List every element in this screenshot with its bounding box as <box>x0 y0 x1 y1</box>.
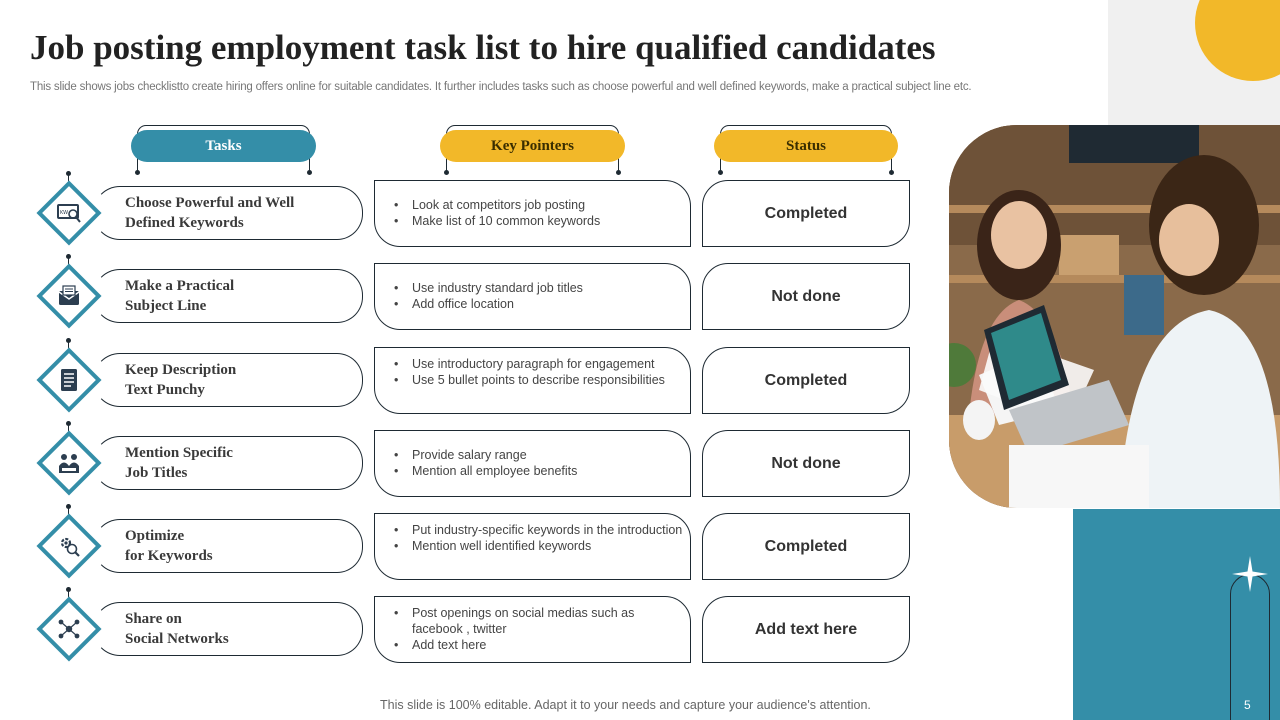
svg-text:KW: KW <box>60 210 69 216</box>
keyword-search-icon <box>54 198 84 228</box>
key-pointer: • Use 5 bullet points to describe responsibilities <box>394 372 684 388</box>
task-row <box>0 185 920 255</box>
header-status-label: Status <box>714 130 898 162</box>
task-row <box>0 518 920 588</box>
key-pointer: • Post openings on social medias such as facebook , twitter <box>394 605 684 637</box>
key-pointer: • Use introductory paragraph for engagement <box>394 356 684 372</box>
task-label: Share on Social Networks <box>125 611 229 647</box>
task-row <box>0 352 920 422</box>
key-pointer: • Mention well identified keywords <box>394 538 684 554</box>
key-pointers-list <box>394 197 684 229</box>
header-key-pointers <box>440 125 625 173</box>
key-pointer: • Put industry-specific keywords in the introduction <box>394 522 684 538</box>
status-box: Completed <box>702 180 910 247</box>
status-box: Completed <box>702 347 910 414</box>
task-row <box>0 435 920 505</box>
office-photo <box>949 125 1280 508</box>
header-dot <box>307 170 312 175</box>
status-box: Add text here <box>702 596 910 663</box>
office-photo-illustration <box>949 125 1280 508</box>
key-pointers-list <box>394 356 684 388</box>
header-dot <box>444 170 449 175</box>
task-label: Keep Description Text Punchy <box>125 362 237 398</box>
envelope-icon <box>54 281 84 311</box>
key-pointer: • Add office location <box>394 296 684 312</box>
status-box: Not done <box>702 430 910 497</box>
key-pointers-list <box>394 280 684 312</box>
header-tasks-label: Tasks <box>131 130 316 162</box>
header-tasks <box>131 125 316 173</box>
header-dot <box>616 170 621 175</box>
key-pointers-list <box>394 605 684 653</box>
key-pointers-list <box>394 522 684 554</box>
header-dot <box>135 170 140 175</box>
task-label: Make a Practical Subject Line <box>125 278 235 314</box>
header-dot <box>718 170 723 175</box>
key-pointer: • Add text here <box>394 637 684 653</box>
header-status <box>714 125 898 173</box>
task-row <box>0 601 920 671</box>
key-pointer: • Provide salary range <box>394 447 684 463</box>
key-pointer: • Look at competitors job posting <box>394 197 684 213</box>
key-pointer: • Use industry standard job titles <box>394 280 684 296</box>
key-pointer: • Make list of 10 common keywords <box>394 213 684 229</box>
header-key-pointers-label: Key Pointers <box>440 130 625 162</box>
sparkle-icon <box>1231 555 1269 593</box>
page-title: Job posting employment task list to hire qualified candidates <box>30 28 936 67</box>
task-label: Choose Powerful and Well Defined Keywords <box>125 195 295 231</box>
status-box: Completed <box>702 513 910 580</box>
header-dot <box>889 170 894 175</box>
social-network-icon <box>54 614 84 644</box>
page-subtitle: This slide shows jobs checklistto create hiring offers online for suitable candidates. It further includes tasks such as choose powerful and well defined keywords, make a practical subject line etc. <box>30 81 972 93</box>
key-pointer: • Mention all employee benefits <box>394 463 684 479</box>
job-title-icon <box>54 448 84 478</box>
task-label: Optimize for Keywords <box>125 528 213 564</box>
task-label: Mention Specific Job Titles <box>125 445 233 481</box>
key-pointers-list <box>394 447 684 479</box>
optimize-icon <box>54 531 84 561</box>
footer-note: This slide is 100% editable. Adapt it to your needs and capture your audience's attention. <box>380 698 871 712</box>
page-number: 5 <box>1244 698 1251 712</box>
status-box: Not done <box>702 263 910 330</box>
task-row <box>0 268 920 338</box>
document-icon <box>54 365 84 395</box>
